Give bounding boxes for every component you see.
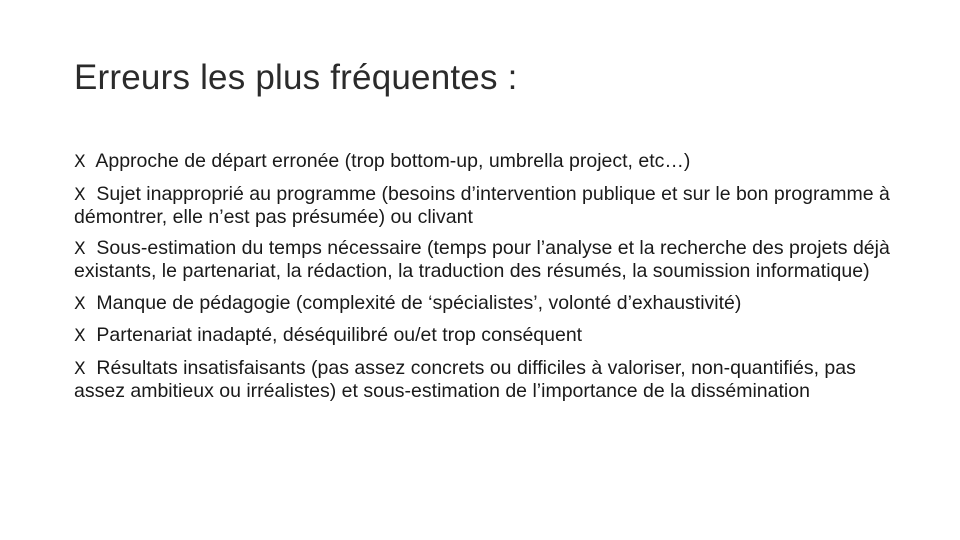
bullet-text: Manque de pédagogie (complexité de ‘spécialistes’, volonté d’exhaustivité) [96,291,742,314]
bullet-item [74,237,904,282]
x-bullet-icon: Ⅹ [74,152,86,172]
bullet-text: Sujet inapproprié au programme (besoins d’intervention publique et sur le bon programme à démontrer, elle n’est pas présumée) ou clivant [74,182,890,228]
bullet-list [74,150,904,411]
bullet-item [74,324,904,347]
bullet-item [74,357,904,402]
x-bullet-icon: Ⅹ [74,293,86,314]
slide-title: Erreurs les plus fréquentes : [74,58,518,97]
x-bullet-icon: Ⅹ [74,358,86,379]
bullet-text: Partenariat inadapté, déséquilibré ou/et trop conséquent [96,324,583,346]
bullet-text: Approche de départ erronée (trop bottom-up, umbrella project, etc…) [95,150,691,172]
bullet-item [74,292,904,315]
bullet-text: Résultats insatisfaisants (pas assez concrets ou difficiles à valoriser, non-quantifiés, pas assez ambitieux ou irréalistes) et sous-estimation de l’importance de la dissémination [74,356,856,402]
bullet-item [74,183,904,228]
x-bullet-icon: Ⅹ [74,184,86,205]
x-bullet-icon: Ⅹ [74,239,86,259]
x-bullet-icon: Ⅹ [74,326,86,346]
bullet-text: Sous-estimation du temps nécessaire (temps pour l’analyse et la recherche des projets déjà existants, le partenariat, la rédaction, la traduction des résumés, la soumission informatique) [74,237,890,282]
bullet-item [74,150,904,173]
